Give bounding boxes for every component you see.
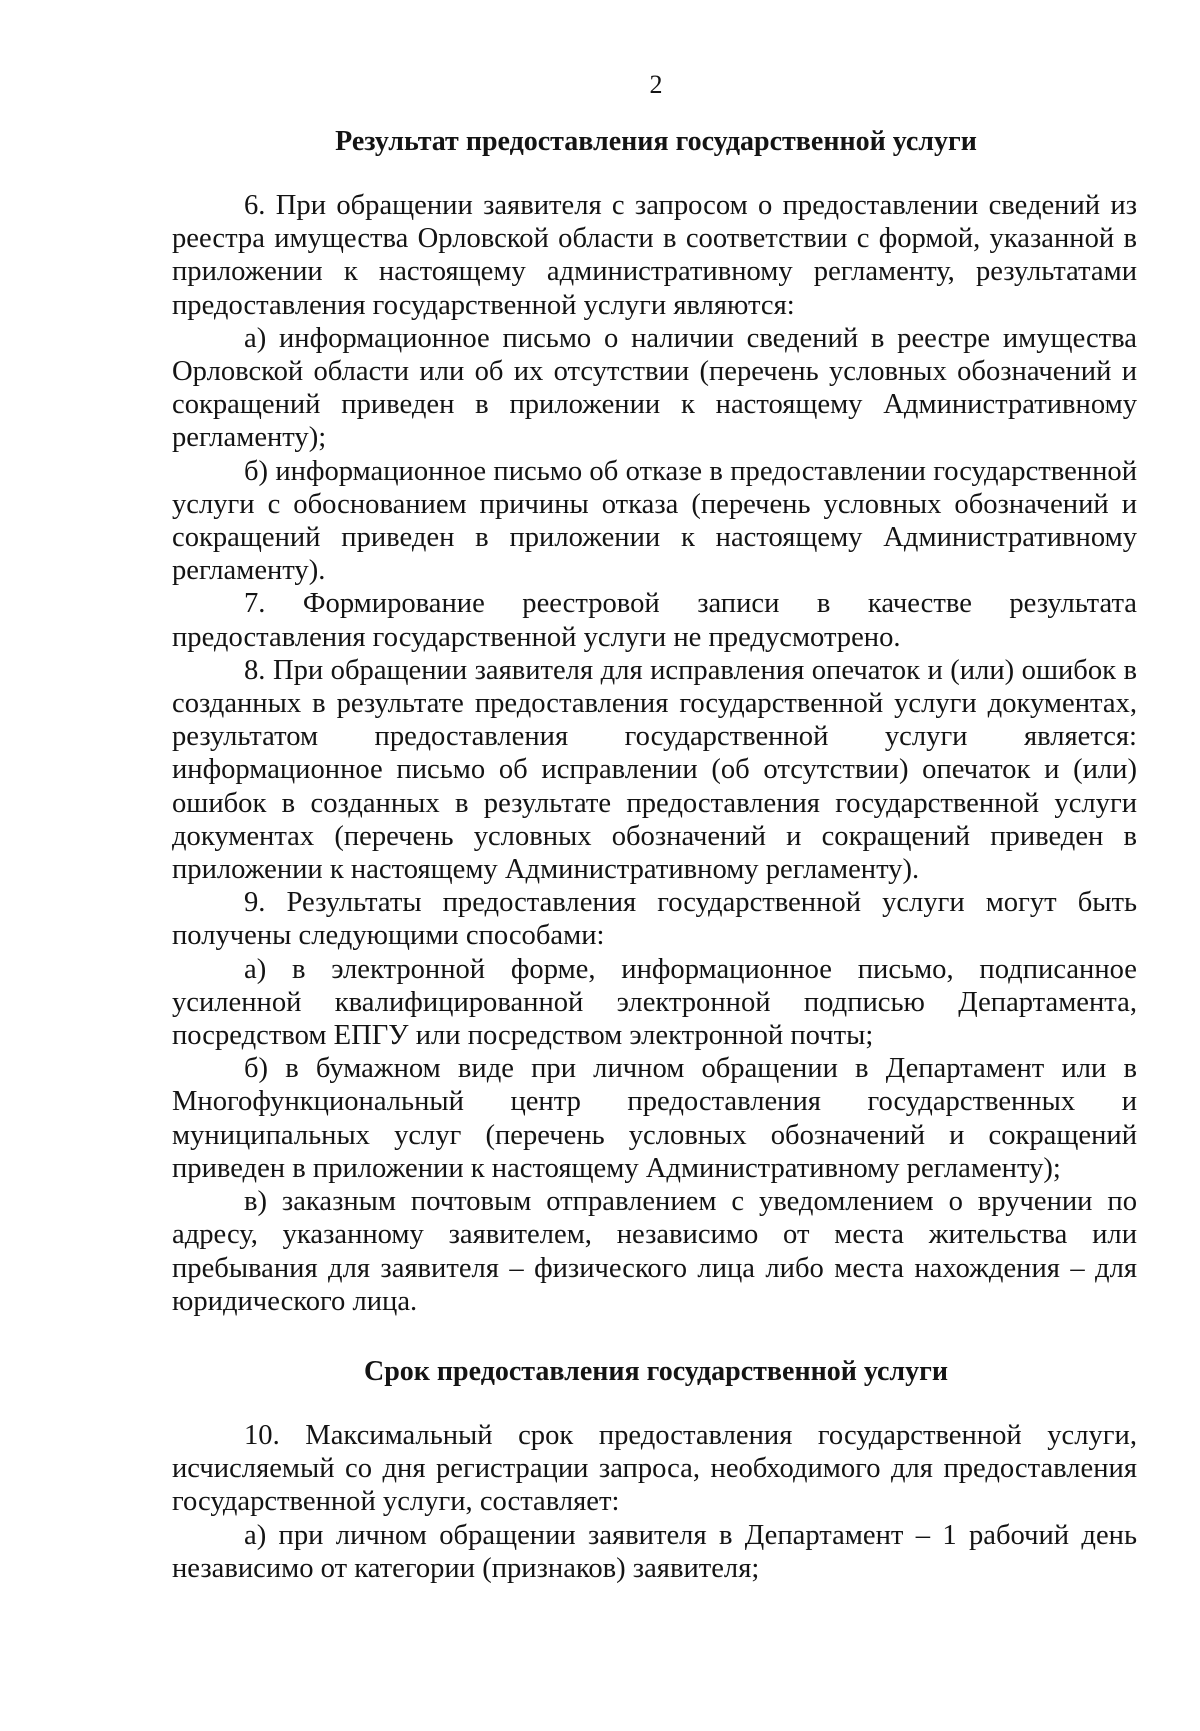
page-number: 2: [649, 70, 663, 99]
paragraph-6b: б) информационное письмо об отказе в предоставлении государственной услуги с обоснованием причины отказа (перечень условных обозначений и сокращений приведен в приложении к настоящему Административному регламенту).: [172, 455, 1137, 587]
paragraph-8: 8. При обращении заявителя для исправления опечаток и (или) ошибок в созданных в результате предоставления государственной услуги документах, результатом предоставления государственной услуги является: информационное письмо об исправлении (об отсутствии) опечаток и (или) ошибок в созданных в результате предоставления государственной услуги документах (перечень условных обозначений и сокращений приведен в приложении к настоящему Административному регламенту).: [172, 654, 1137, 886]
paragraph-10a: а) при личном обращении заявителя в Департамент – 1 рабочий день независимо от категории (признаков) заявителя;: [172, 1519, 1137, 1584]
section-heading-term: Срок предоставления государственной услуги: [364, 1356, 948, 1387]
paragraph-9b: б) в бумажном виде при личном обращении в Департамент или в Многофункциональный центр предоставления государственных и муниципальных услуг (перечень условных обозначений и сокращений приведен в приложении к настоящему Административному регламенту);: [172, 1053, 1137, 1184]
section-heading-result: Результат предоставления государственной услуги: [335, 126, 977, 157]
paragraph-10: 10. Максимальный срок предоставления государственной услуги, исчисляемый со дня регистрации запроса, необходимого для предоставления государственной услуги, составляет:: [172, 1420, 1137, 1518]
section-term-body: [172, 1419, 1137, 1585]
section-result-body: [172, 189, 1137, 1318]
paragraph-7: 7. Формирование реестровой записи в качестве результата предоставления государственной услуги не предусмотрено.: [172, 588, 1137, 653]
paragraph-6: 6. При обращении заявителя с запросом о предоставлении сведений из реестра имущества Орловской области в соответствии с формой, указанной в приложении к настоящему административному регламенту, результатами предоставления государственной услуги являются:: [172, 190, 1137, 321]
paragraph-6a: а) информационное письмо о наличии сведений в реестре имущества Орловской области или об их отсутствии (перечень условных обозначений и сокращений приведен в приложении к настоящему Административному регламенту);: [172, 322, 1137, 454]
paragraph-9a: а) в электронной форме, информационное письмо, подписанное усиленной квалифицированной электронной подписью Департамента, посредством ЕПГУ или посредством электронной почты;: [172, 953, 1137, 1052]
paragraph-9v: в) заказным почтовым отправлением с уведомлением о вручении по адресу, указанному заявителем, независимо от места жительства или пребывания для заявителя – физического лица либо места нахождения – для юридического лица.: [172, 1186, 1137, 1317]
paragraph-9: 9. Результаты предоставления государственной услуги могут быть получены следующими способами:: [172, 887, 1137, 952]
